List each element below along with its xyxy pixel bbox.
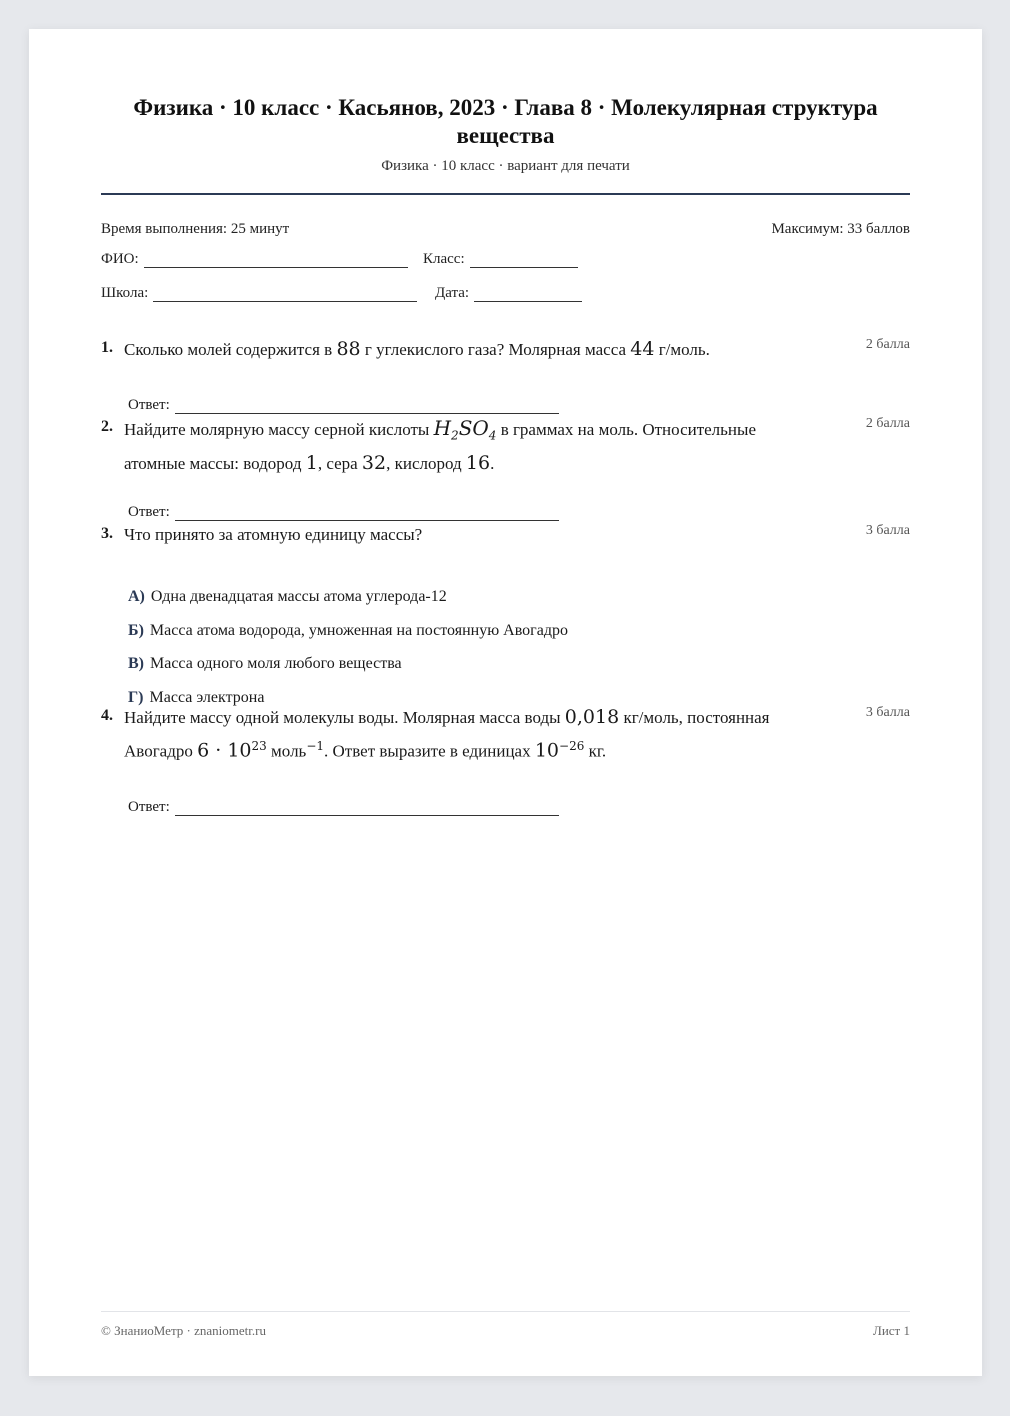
math-formula: SO [458,416,489,440]
worksheet-page [29,29,982,1376]
page-title: Физика · 10 класс · Касьянов, 2023 · Глава 8 · Молекулярная структура вещества [133,95,878,148]
title-divider [101,193,910,195]
question-points: 2 балла [865,416,910,431]
class-field[interactable] [423,251,578,268]
math-subscript: 4 [488,428,497,443]
text-part: , сера [317,454,362,474]
school-field[interactable] [101,285,417,302]
question-text [124,335,814,364]
date-label: Дата: [435,285,470,301]
text-part: Найдите массу одной молекулы воды. Молярная масса воды [124,708,565,727]
text-part: , кислород [386,454,466,474]
option-letter: Б) [128,622,144,639]
question-text: Что принято за атомную единицу массы? [124,525,423,544]
date-input-line[interactable] [474,287,582,302]
question-number: 3. [101,525,113,542]
option-text: Масса атома водорода, умноженная на постоянную Авогадро [149,622,568,639]
class-label: Класс: [423,251,465,267]
text-part: кг/моль, постоянная Авогадро [124,708,770,761]
option-letter: Г) [128,689,144,706]
question-points: 2 балла [865,337,910,352]
footer-divider [101,1311,910,1312]
answer-field[interactable] [128,799,559,816]
class-input-line[interactable] [470,253,578,268]
math-superscript: −1 [306,739,325,753]
math-value: 88 [336,338,361,360]
question-points: 3 балла [865,705,910,720]
answer-input-line[interactable] [175,399,559,414]
max-score: Максимум: 33 баллов [771,221,910,237]
page-content [101,29,910,1376]
text-part: кг. [584,741,607,761]
text-part: . [490,454,495,474]
question-text [124,703,814,766]
option-a[interactable] [128,588,447,606]
fio-field[interactable] [101,251,408,268]
fio-input-line[interactable] [144,253,408,268]
page-subtitle: Физика · 10 класс · вариант для печати [381,158,630,174]
question-points: 3 балла [865,523,910,538]
text-part: г/моль. [654,340,710,359]
time-limit: Время выполнения: 25 минут [101,221,290,237]
date-field[interactable] [435,285,582,302]
option-text: Масса одного моля любого вещества [150,655,402,672]
answer-field[interactable] [128,504,559,521]
math-value: 10 [534,739,560,762]
text-part: Найдите молярную массу серной кислоты [124,420,434,439]
math-value: 6 · 10 [197,739,252,762]
text-part: Сколько молей содержится в [124,340,337,359]
question-number: 1. [101,339,113,356]
question-number: 2. [101,418,113,435]
footer-copyright: © ЗнаниоМетр · znaniometr.ru [101,1323,266,1338]
answer-field[interactable] [128,397,559,414]
math-value: 0,018 [564,706,620,728]
text-part: . Ответ выразите в единицах [324,741,535,761]
text-part: г углекислого газа? Молярная масса [360,340,631,359]
option-text: Масса электрона [149,689,265,706]
math-value: 32 [361,452,387,475]
math-value: 1 [305,452,318,475]
fio-label: ФИО: [101,251,139,267]
option-c[interactable] [128,655,402,673]
school-label: Школа: [101,285,149,301]
option-b[interactable] [128,622,568,640]
math-value: 44 [630,338,655,360]
answer-label: Ответ: [128,799,170,815]
text-part: в граммах на моль. Относительные атомные массы: водород [124,420,756,474]
math-superscript: 23 [251,739,267,753]
math-formula: H [433,416,452,440]
option-letter: В) [128,655,144,672]
math-superscript: −26 [559,739,585,753]
fields-row-2 [101,285,910,305]
math-subscript: 2 [451,428,459,443]
answer-input-line[interactable] [175,801,559,816]
answer-label: Ответ: [128,504,170,520]
text-part: моль [266,741,307,761]
footer-page-number: Лист 1 [873,1323,910,1338]
fields-row-1 [101,251,910,271]
answer-input-line[interactable] [175,506,559,521]
school-input-line[interactable] [153,287,417,302]
question-number: 4. [101,707,113,724]
option-text: Одна двенадцатая массы атома углерода-12 [150,588,447,605]
answer-label: Ответ: [128,397,170,413]
math-value: 16 [465,452,491,475]
question-text [124,414,814,478]
option-letter: А) [128,588,145,605]
